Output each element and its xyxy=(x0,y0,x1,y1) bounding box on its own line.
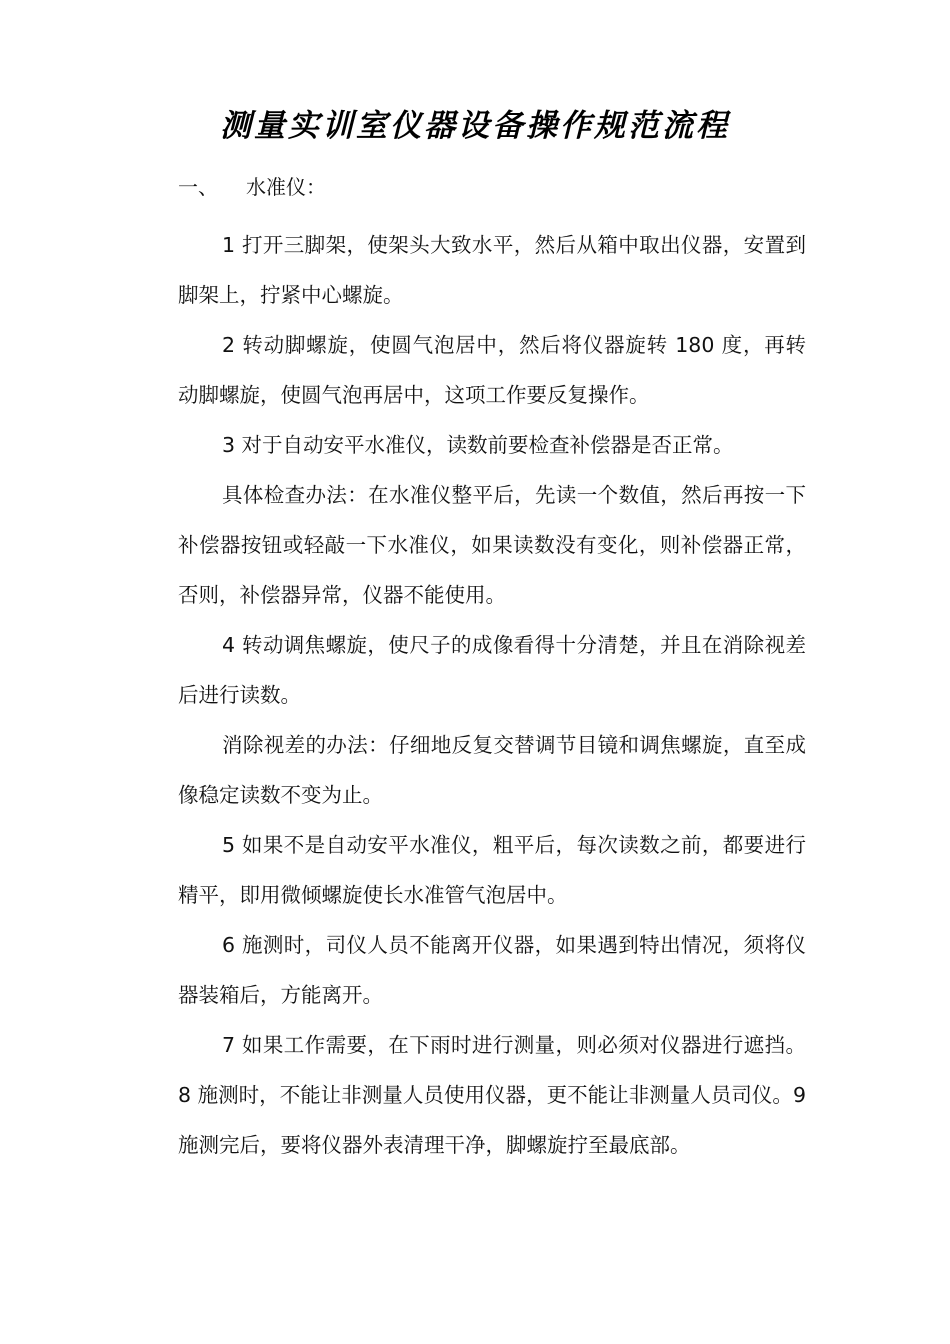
paragraph: 2 转动脚螺旋，使圆气泡居中，然后将仪器旋转 180 度，再转动脚螺旋，使圆气泡再居中，这项工作要反复操作。 xyxy=(178,333,806,407)
paragraph: 消除视差的办法：仔细地反复交替调节目镜和调焦螺旋，直至成像稳定读数不变为止。 xyxy=(178,733,806,807)
paragraph: 3 对于自动安平水准仪，读数前要检查补偿器是否正常。 xyxy=(222,433,734,457)
document-body xyxy=(178,220,806,1170)
document-title: 测量实训室仪器设备操作规范流程 xyxy=(220,108,730,144)
section-heading xyxy=(178,172,326,202)
section-number: 一、 xyxy=(178,175,218,199)
section-title: 水准仪： xyxy=(246,175,326,199)
paragraph: 7 如果工作需要，在下雨时进行测量，则必须对仪器进行遮挡。 8 施测时，不能让非测量人员使用仪器，更不能让非测量人员司仪。9 施测完后，要将仪器外表清理干净，脚螺旋拧至最底部。 xyxy=(178,1033,806,1157)
paragraph: 4 转动调焦螺旋，使尺子的成像看得十分清楚，并且在消除视差后进行读数。 xyxy=(178,633,806,707)
paragraph: 1 打开三脚架，使架头大致水平，然后从箱中取出仪器，安置到脚架上，拧紧中心螺旋。 xyxy=(178,233,806,307)
paragraph: 6 施测时，司仪人员不能离开仪器，如果遇到特出情况，须将仪器装箱后，方能离开。 xyxy=(178,933,806,1007)
paragraph: 具体检查办法：在水准仪整平后，先读一个数值，然后再按一下补偿器按钮或轻敲一下水准仪，如果读数没有变化，则补偿器正常，否则，补偿器异常，仪器不能使用。 xyxy=(178,483,806,607)
paragraph: 5 如果不是自动安平水准仪，粗平后，每次读数之前，都要进行精平，即用微倾螺旋使长水准管气泡居中。 xyxy=(178,833,806,907)
